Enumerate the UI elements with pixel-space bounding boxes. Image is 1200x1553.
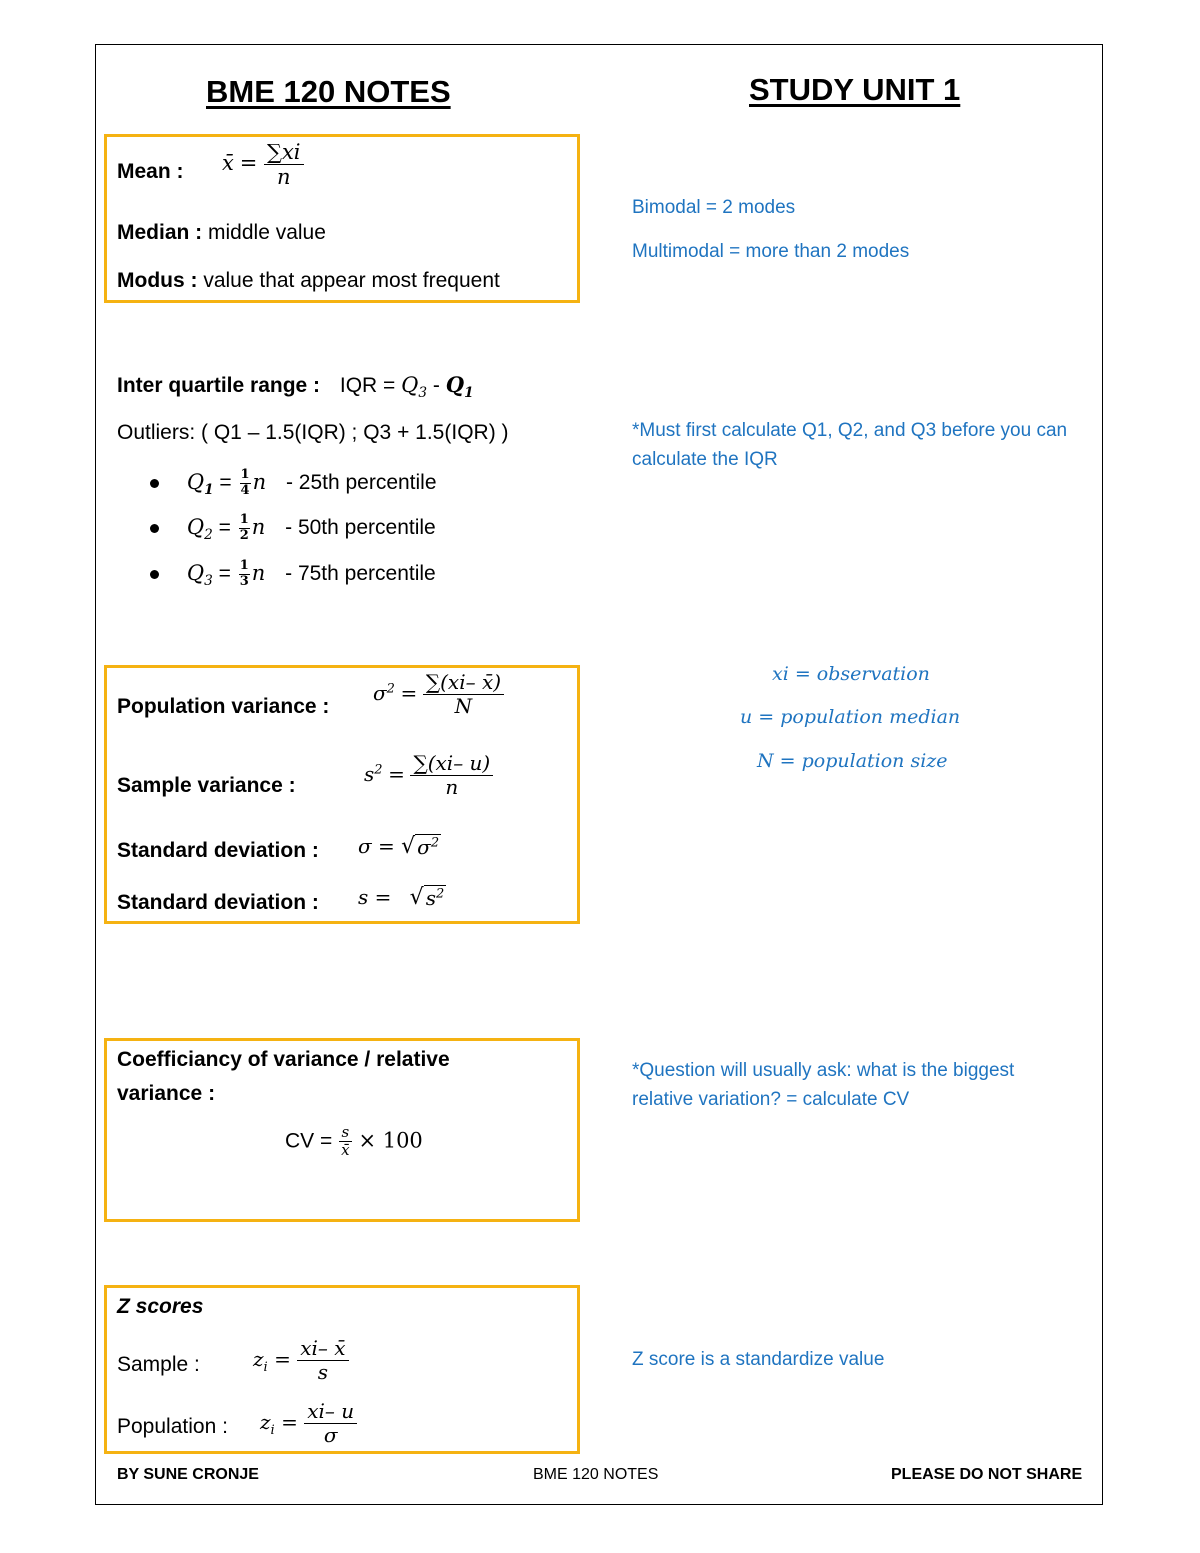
mean-numerator: ∑xi — [264, 140, 304, 165]
quartile-text: - 75th percentile — [285, 561, 436, 585]
iqr-label: Inter quartile range : — [117, 374, 321, 397]
bimodal-note: Bimodal = 2 modes — [632, 197, 796, 218]
cv-fraction — [338, 1124, 352, 1160]
quartile-text: - 25th percentile — [285, 470, 437, 494]
z-sample-fraction — [297, 1337, 348, 1384]
mean-formula — [222, 140, 304, 189]
quartile-equals: = — [219, 470, 232, 494]
mean-denominator: n — [276, 165, 291, 190]
footer-course: BME 120 NOTES — [533, 1466, 659, 1483]
sample-variance-label: Sample variance : — [117, 774, 296, 797]
cv-label-line-2: variance : — [117, 1082, 216, 1105]
quartile-equals: = — [218, 515, 231, 539]
s-squared: $s^2$ — [364, 761, 383, 786]
quartile-item-2: $Q_2$ = $\frac{1}{2}$ n - 50th percentile — [150, 513, 436, 544]
footer-author: BY SUNE CRONJE — [117, 1466, 259, 1483]
sample-sd-formula: s = √ $s^2$ — [358, 885, 445, 910]
bullet-icon — [150, 524, 159, 533]
quartile-fraction: $\frac{1}{3}$ — [239, 558, 249, 589]
cv-formula — [285, 1124, 423, 1160]
sample-variance-formula: $s^2$ = $\frac{\sum(xi- u)}{n}$ — [364, 752, 493, 799]
population-variance-denominator: N — [454, 694, 473, 718]
mean-symbol: x̄ — [222, 151, 234, 176]
population-variance-formula: $\sigma^2$ = $\frac{\sum(xi- x̄)}{N}$ — [373, 671, 504, 718]
sample-variance-fraction — [410, 752, 493, 799]
z-sample-denominator: s — [317, 1360, 328, 1384]
z-sample-numerator: xi– x̄ — [297, 1337, 348, 1361]
cv-suffix: × 100 — [358, 1128, 423, 1153]
cv-prefix: CV = — [285, 1129, 333, 1153]
cv-numerator: s — [339, 1124, 353, 1142]
outliers-line: Outliers: ( Q1 – 1.5(IQR) ; Q3 + 1.5(IQR) ) — [117, 421, 509, 444]
cv-label-line-1: Coefficiancy of variance / relative — [117, 1048, 450, 1071]
standard-deviation-label-1: Standard deviation : — [117, 839, 319, 862]
quartile-fraction: $\frac{1}{2}$ — [239, 512, 249, 543]
median-label: Median : — [117, 221, 203, 244]
sample-variance-denominator: n — [445, 775, 459, 799]
bullet-icon — [150, 479, 159, 488]
definition-xi: xi = observation — [772, 663, 930, 685]
z-sample-label: Sample : — [117, 1353, 200, 1376]
population-variance-numerator: ∑(xi– x̄) — [423, 671, 504, 695]
modus-text: value that appear most frequent — [203, 269, 500, 292]
study-unit-title: STUDY UNIT 1 — [749, 72, 961, 107]
quartile-text: - 50th percentile — [285, 515, 436, 539]
cv-note: *Question will usually ask: what is the biggest relative variation? = calculate CV — [632, 1060, 1015, 1111]
z-population-fraction — [304, 1400, 357, 1447]
iqr-line — [117, 372, 474, 401]
page-title: BME 120 NOTES — [206, 74, 451, 109]
sqrt-s-squared: √ $s^2$ — [409, 885, 445, 910]
mean-equals: = — [239, 151, 264, 176]
iqr-q3: $Q_3$ — [401, 373, 428, 402]
quartile-equals: = — [218, 561, 231, 585]
definition-N: N = population size — [757, 750, 948, 772]
median-line — [117, 221, 326, 245]
quartile-symbol: $Q_2$ — [186, 514, 213, 544]
median-text: middle value — [208, 221, 326, 244]
mean-fraction — [264, 140, 304, 189]
iqr-note: *Must first calculate Q1, Q2, and Q3 before you can calculate the IQR — [632, 420, 1068, 471]
standard-deviation-label-2: Standard deviation : — [117, 891, 319, 914]
iqr-formula-prefix: IQR = — [339, 374, 396, 397]
z-sample-formula: $z_i$ = $\frac{xi- x̄}{s}$ — [253, 1337, 349, 1384]
quartile-item-3: $Q_3$ = $\frac{1}{3}$ n - 75th percentile — [150, 559, 436, 590]
sigma-squared: $\sigma^2$ — [373, 680, 395, 705]
footer-notice: PLEASE DO NOT SHARE — [891, 1466, 1083, 1483]
population-variance-label: Population variance : — [117, 695, 330, 718]
z-population-numerator: xi– u — [304, 1400, 357, 1424]
mean-label: Mean : — [117, 160, 184, 183]
sample-variance-numerator: ∑(xi– u) — [410, 752, 493, 776]
bullet-icon — [150, 570, 159, 579]
quartile-symbol: $Q_3$ — [186, 560, 213, 590]
quartile-symbol: $Q_1$ — [186, 469, 214, 499]
z-population-formula: $z_i$ = $\frac{xi- u}{\sigma}$ — [260, 1400, 357, 1447]
z-population-denominator: σ — [323, 1423, 338, 1447]
iqr-minus: - — [432, 374, 440, 397]
definition-u: u = population median — [740, 706, 961, 728]
z-score-title: Z scores — [117, 1295, 204, 1318]
iqr-q1: $Q_1$ — [445, 372, 474, 402]
cv-denominator: x̄ — [341, 1141, 350, 1160]
population-variance-fraction — [423, 671, 504, 718]
multimodal-note: Multimodal = more than 2 modes — [632, 241, 910, 262]
quartile-item-1: $Q_1$ = $\frac{1}{4}$ n - 25th percentile — [150, 468, 437, 499]
z-population-label: Population : — [117, 1415, 228, 1438]
z-score-note: Z score is a standardize value — [632, 1349, 885, 1370]
modus-line — [117, 269, 500, 293]
sqrt-sigma-squared: √ $\sigma^2$ — [401, 834, 440, 859]
modus-label: Modus : — [117, 269, 198, 292]
quartile-fraction: $\frac{1}{4}$ — [240, 467, 250, 498]
population-sd-formula: σ = √ $\sigma^2$ — [358, 834, 440, 859]
